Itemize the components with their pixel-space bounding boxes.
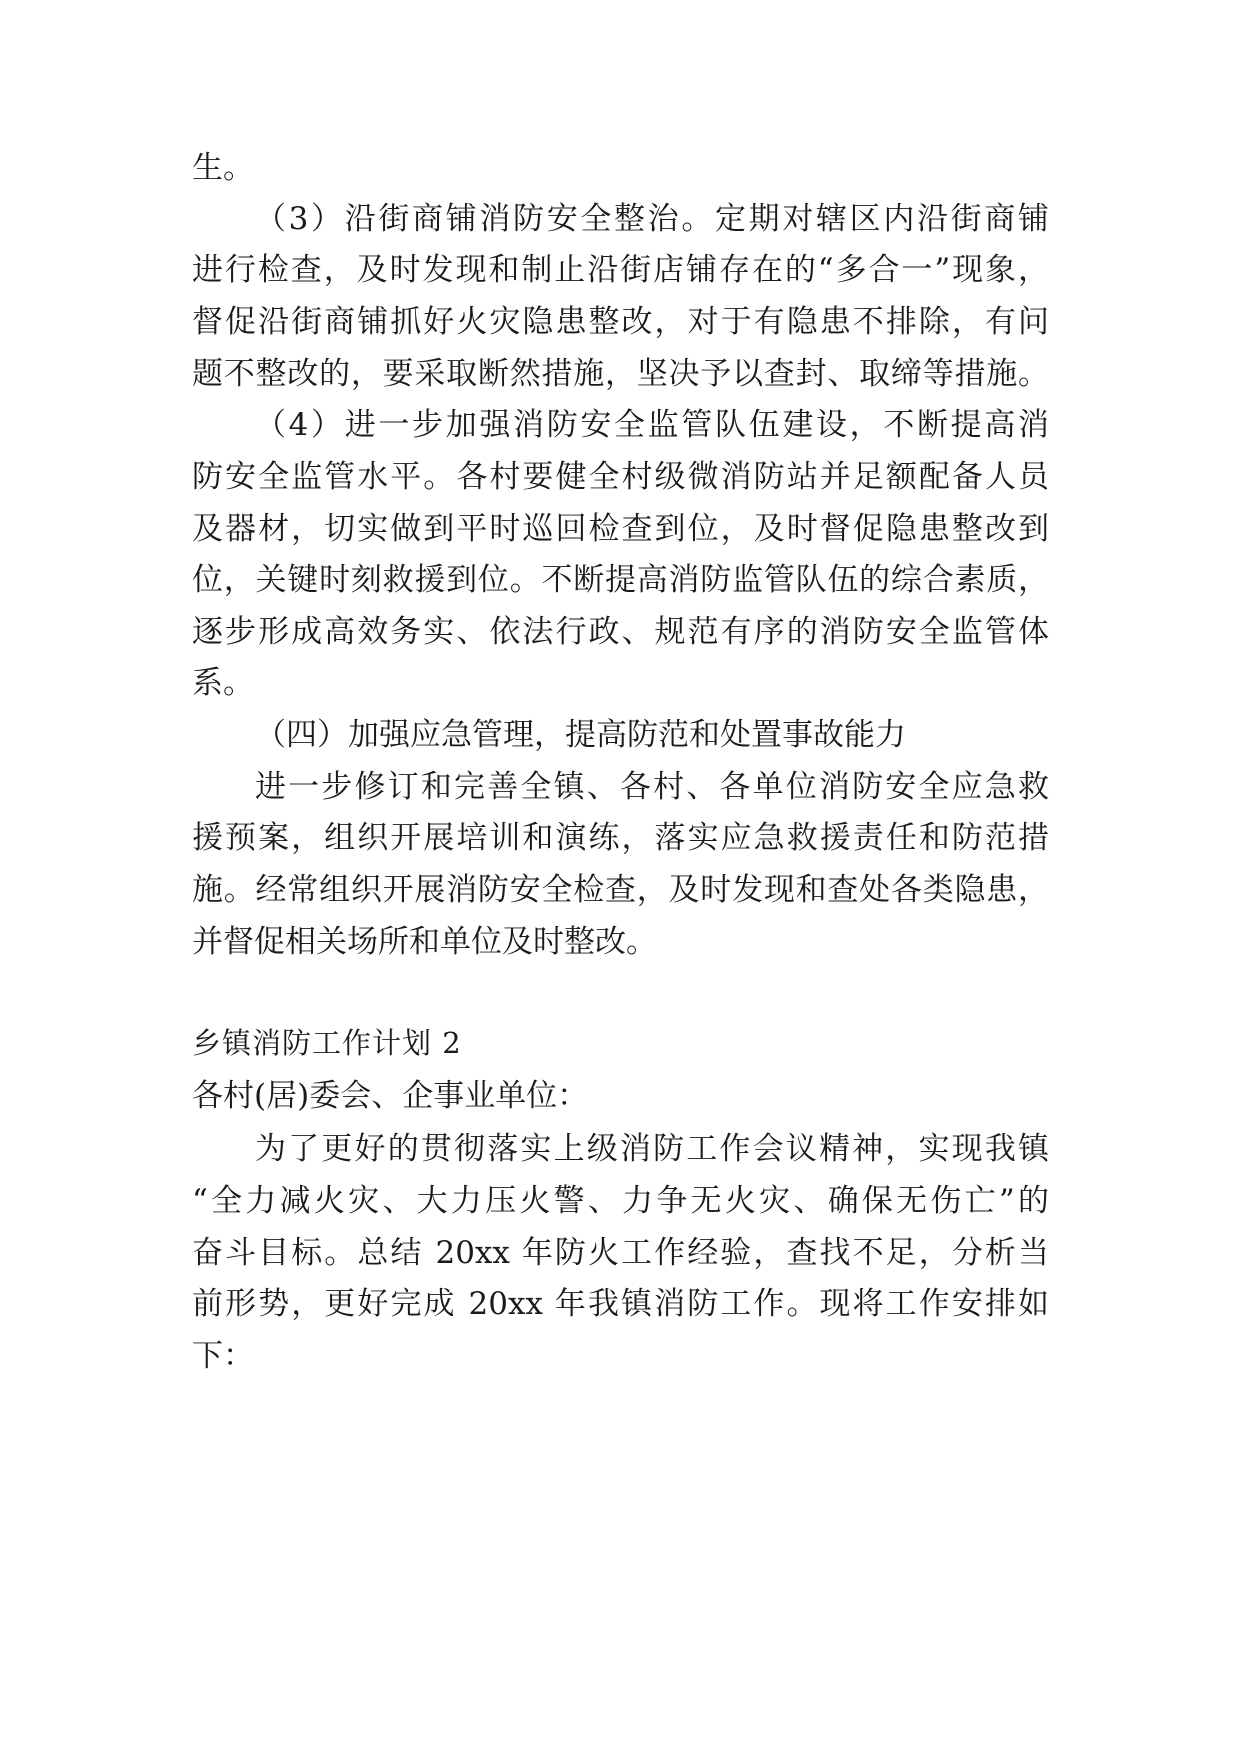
paragraph-line: 防安全监管水平。各村要健全村级微消防站并足额配备人员: [192, 459, 1049, 495]
paragraph-line: （4）进一步加强消防安全监管队伍建设，不断提高消: [255, 407, 1049, 443]
paragraph-line: 逐步形成高效务实、依法行政、规范有序的消防安全监管体: [192, 614, 1049, 650]
paragraph-line: 系。: [192, 665, 254, 701]
document-title: 乡镇消防工作计划 2: [192, 1026, 462, 1060]
paragraph-line: 前形势，更好完成 20xx 年我镇消防工作。现将工作安排如: [192, 1286, 1049, 1322]
paragraph-line: （3）沿街商铺消防安全整治。定期对辖区内沿街商铺: [255, 201, 1049, 237]
paragraph-line: 援预案，组织开展培训和演练，落实应急救援责任和防范措: [192, 820, 1049, 856]
paragraph-line: “全力减火灾、大力压火警、力争无火灾、确保无伤亡”的: [192, 1183, 1049, 1219]
paragraph-line: 为了更好的贯彻落实上级消防工作会议精神，实现我镇: [255, 1131, 1049, 1167]
paragraph-line: 题不整改的，要采取断然措施，坚决予以查封、取缔等措施。: [192, 356, 1049, 392]
paragraph-line: 下：: [192, 1338, 254, 1374]
paragraph-line: 督促沿街商铺抓好火灾隐患整改，对于有隐患不排除，有问: [192, 304, 1049, 340]
paragraph-line: 及器材，切实做到平时巡回检查到位，及时督促隐患整改到: [192, 511, 1049, 547]
paragraph-line: 位，关键时刻救援到位。不断提高消防监管队伍的综合素质，: [192, 562, 1049, 598]
paragraph-line: 并督促相关场所和单位及时整改。: [192, 924, 657, 960]
paragraph-line: 进一步修订和完善全镇、各村、各单位消防安全应急救: [255, 769, 1049, 805]
paragraph-line: 进行检查，及时发现和制止沿街店铺存在的“多合一”现象，: [192, 252, 1049, 288]
salutation: 各村(居)委会、企事业单位：: [192, 1078, 589, 1114]
section-heading: （四）加强应急管理，提高防范和处置事故能力: [255, 717, 906, 753]
paragraph-line: 生。: [192, 150, 254, 186]
paragraph-line: 施。经常组织开展消防安全检查，及时发现和查处各类隐患，: [192, 872, 1049, 908]
paragraph-line: 奋斗目标。总结 20xx 年防火工作经验，查找不足，分析当: [192, 1235, 1049, 1271]
